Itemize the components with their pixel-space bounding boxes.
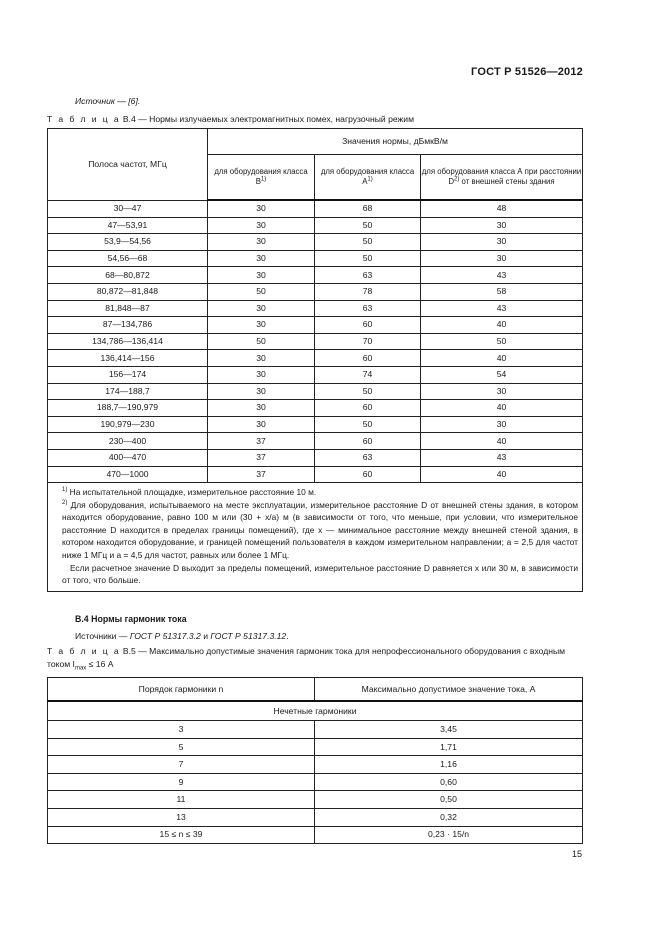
cell-class-a: 60	[315, 317, 421, 334]
table-row	[48, 433, 583, 450]
harmonics-table	[47, 677, 583, 844]
cell-frequency: 54,56—68	[48, 250, 208, 267]
cell-class-a: 68	[315, 200, 421, 217]
cell-class-b: 30	[208, 217, 315, 234]
cell-class-b: 30	[208, 317, 315, 334]
cell-class-a: 70	[315, 333, 421, 350]
table-row	[48, 200, 583, 217]
table-row	[48, 300, 583, 317]
cell-class-a-distance: 30	[421, 250, 583, 267]
header-frequency-band: Полоса частот, МГц	[48, 129, 208, 201]
cell-frequency: 156—174	[48, 366, 208, 383]
cell-class-a-distance: 54	[421, 366, 583, 383]
table-row	[48, 466, 583, 483]
cell-class-b: 50	[208, 333, 315, 350]
source-ref-2: ГОСТ Р 51317.3.12	[210, 631, 287, 641]
cell-max-current: 3,45	[315, 721, 583, 739]
cell-class-a: 60	[315, 433, 421, 450]
cell-frequency: 136,414—156	[48, 350, 208, 367]
cell-class-b: 30	[208, 234, 315, 251]
table-row	[48, 738, 583, 756]
cell-class-a-distance: 40	[421, 317, 583, 334]
cell-frequency: 68—80,872	[48, 267, 208, 284]
table-footnotes	[48, 483, 583, 592]
page-number: 15	[571, 849, 582, 859]
cell-class-a: 50	[315, 250, 421, 267]
footnote-2: $^{2)}$ Для оборудования, испытываемого на месте эксплуатации, измерительное расстояние D от внешней стены здания, в котором находится оборудование, равно 100 м или (30 + x/a) м (в зависимости от того, что меньше, при условии, что измерительное расстояние D находится в пределах границы помещений), где x — минимальное расстояние между внешней стеной здания, в котором находится оборудование, и границей помещений пользователя в каждом измерительном направлении; a = 2,5 для частот ниже 1 МГц и a = 4,5 для частот, равных или более 1 МГц.	[62, 499, 579, 561]
table-row	[48, 333, 583, 350]
cell-class-a: 60	[315, 400, 421, 417]
table-row	[48, 773, 583, 791]
section-heading: В.4 Нормы гармоник тока	[75, 614, 187, 624]
cell-class-a-distance: 43	[421, 267, 583, 284]
table-row	[48, 350, 583, 367]
cell-class-a: 50	[315, 217, 421, 234]
cell-class-a: 50	[315, 383, 421, 400]
cell-class-b: 30	[208, 267, 315, 284]
cell-class-b: 30	[208, 416, 315, 433]
table-row	[48, 366, 583, 383]
cell-class-a-distance: 48	[421, 200, 583, 217]
header-class-b: для оборудования класса $В^{1)}$	[208, 155, 315, 201]
cell-max-current: 0,60	[315, 773, 583, 791]
cell-class-b: 37	[208, 466, 315, 483]
table-caption-2: Т а б л и ц а В.5 — Максимально допустимые значения гармоник тока для непрофессионального оборудования с входным током $I_{max} \le 16$ А	[47, 646, 566, 672]
cell-frequency: 400—470	[48, 449, 208, 466]
caption-text: В.4 — Нормы излучаемых электромагнитных помех, нагрузочный режим	[122, 114, 414, 124]
cell-frequency: 190,979—230	[48, 416, 208, 433]
cell-class-b: 37	[208, 449, 315, 466]
caption-text: В.5 — Максимально допустимые значения гармоник тока для непрофессионального оборудования с входным током I	[47, 646, 566, 669]
table-row	[48, 234, 583, 251]
cell-class-a: 60	[315, 350, 421, 367]
table-row	[48, 267, 583, 284]
cell-class-b: 30	[208, 366, 315, 383]
cell-harmonic-order: 3	[48, 721, 315, 739]
cell-max-current: 0,50	[315, 791, 583, 809]
header-max-current: Максимально допустимое значение тока, А	[315, 678, 583, 702]
cell-frequency: 134,786—136,414	[48, 333, 208, 350]
table-row	[48, 317, 583, 334]
cell-class-b: 37	[208, 433, 315, 450]
table-caption	[47, 114, 414, 125]
table-row	[48, 400, 583, 417]
cell-harmonic-order: 13	[48, 808, 315, 826]
table-row	[48, 791, 583, 809]
cell-max-current: 1,16	[315, 756, 583, 774]
header-limit-values: Значения нормы, дБмкВ/м	[208, 129, 583, 155]
table-row	[48, 383, 583, 400]
cell-harmonic-order: 7	[48, 756, 315, 774]
cell-class-a-distance: 43	[421, 300, 583, 317]
cell-class-a: 74	[315, 366, 421, 383]
table-source-note: Источник — [6].	[75, 96, 141, 106]
cell-class-a: 63	[315, 449, 421, 466]
cell-class-a-distance: 43	[421, 449, 583, 466]
cell-harmonic-order: 5	[48, 738, 315, 756]
cell-harmonic-order: 9	[48, 773, 315, 791]
cell-class-b: 30	[208, 300, 315, 317]
odd-harmonics-subheader: Нечетные гармоники	[48, 701, 583, 721]
table-row	[48, 283, 583, 300]
cell-class-a-distance: 40	[421, 350, 583, 367]
cell-class-a-distance: 40	[421, 466, 583, 483]
cell-max-current: 1,71	[315, 738, 583, 756]
cell-harmonic-order: 11	[48, 791, 315, 809]
cell-class-a-distance: 30	[421, 217, 583, 234]
table-row	[48, 808, 583, 826]
cell-class-a: 50	[315, 416, 421, 433]
caption-prefix: Т а б л и ц а	[47, 646, 121, 656]
table-row	[48, 416, 583, 433]
cell-frequency: 470—1000	[48, 466, 208, 483]
cell-frequency: 80,872—81,848	[48, 283, 208, 300]
cell-class-b: 30	[208, 350, 315, 367]
emission-limits-table	[47, 128, 583, 592]
sources-line: Источники — ГОСТ Р 51317.3.2 и ГОСТ Р 51317.3.12.	[75, 631, 289, 641]
table-row	[48, 250, 583, 267]
cell-max-current: 0,23 · 15/n	[315, 826, 583, 844]
cell-class-b: 30	[208, 400, 315, 417]
footnote-1: $^{1)}$ На испытательной площадке, измерительное расстояние 10 м.	[62, 487, 317, 498]
cell-class-a-distance: 58	[421, 283, 583, 300]
cell-class-a-distance: 50	[421, 333, 583, 350]
cell-class-a-distance: 30	[421, 234, 583, 251]
cell-class-a-distance: 40	[421, 433, 583, 450]
table-row	[48, 217, 583, 234]
cell-class-b: 30	[208, 250, 315, 267]
table-row	[48, 756, 583, 774]
cell-class-a: 60	[315, 466, 421, 483]
cell-class-a: 50	[315, 234, 421, 251]
cell-frequency: 81,848—87	[48, 300, 208, 317]
cell-frequency: 230—400	[48, 433, 208, 450]
table-row	[48, 721, 583, 739]
header-harmonic-order: Порядок гармоники n	[48, 678, 315, 702]
header-class-a-distance: для оборудования класса А при расстоянии $D^{2)}$ от внешней стены здания	[421, 155, 583, 201]
cell-frequency: 53,9—54,56	[48, 234, 208, 251]
cell-class-b: 30	[208, 383, 315, 400]
cell-frequency: 188,7—190,979	[48, 400, 208, 417]
document-header: ГОСТ Р 51526—2012	[471, 66, 583, 78]
cell-class-a-distance: 30	[421, 383, 583, 400]
table-row	[48, 449, 583, 466]
cell-frequency: 174—188,7	[48, 383, 208, 400]
caption-prefix: Т а б л и ц а	[47, 114, 121, 124]
cell-frequency: 87—134,786	[48, 317, 208, 334]
cell-max-current: 0,32	[315, 808, 583, 826]
cell-class-b: 30	[208, 200, 315, 217]
cell-class-a-distance: 30	[421, 416, 583, 433]
cell-class-a: 63	[315, 267, 421, 284]
header-class-a: для оборудования класса $А^{1)}$	[315, 155, 421, 201]
cell-class-a-distance: 40	[421, 400, 583, 417]
cell-harmonic-order: 15 ≤ n ≤ 39	[48, 826, 315, 844]
cell-class-b: 50	[208, 283, 315, 300]
cell-class-a: 78	[315, 283, 421, 300]
cell-frequency: 30—47	[48, 200, 208, 217]
cell-class-a: 63	[315, 300, 421, 317]
footnote-3: Если расчетное значение D выходит за пределы помещений, измерительное расстояние D равняется x или 30 м, в зависимости от того, что больше.	[62, 562, 579, 586]
cell-frequency: 47—53,91	[48, 217, 208, 234]
table-row	[48, 826, 583, 844]
source-ref-1: ГОСТ Р 51317.3.2	[129, 631, 201, 641]
